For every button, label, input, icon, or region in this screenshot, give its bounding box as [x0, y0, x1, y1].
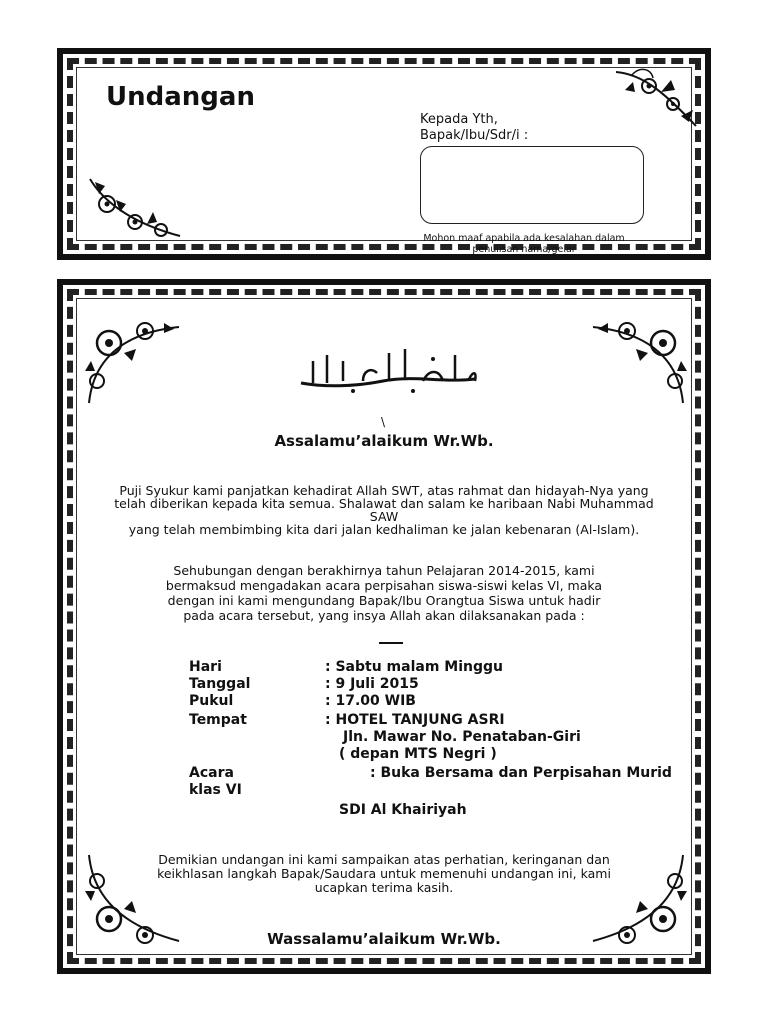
- tanggal-label: Tanggal: [189, 676, 251, 692]
- pukul-value: : 17.00 WIB: [325, 693, 416, 709]
- tempat-value: : HOTEL TANJUNG ASRI: [325, 712, 505, 728]
- envelope-card: [57, 48, 711, 260]
- school-name: SDI Al Khairiyah: [339, 802, 467, 818]
- paragraph-line: pada acara tersebut, yang insya Allah akan dilaksanakan pada :: [183, 608, 585, 623]
- bismillah-calligraphy-icon: [293, 343, 483, 399]
- recipient-text: Bapak/Ibu/Sdr/i :: [420, 128, 529, 143]
- paragraph-line: dengan ini kami mengundang Bapak/Ibu Orangtua Siswa untuk hadir: [167, 593, 601, 608]
- separator-line: [379, 642, 403, 644]
- hari-value: : Sabtu malam Minggu: [325, 659, 504, 675]
- hari-label: Hari: [189, 659, 222, 675]
- recipient-label: [420, 112, 528, 144]
- tanggal-value: : 9 Juli 2015: [325, 676, 419, 692]
- address-box: [420, 146, 644, 224]
- paragraph-opening: [63, 484, 705, 536]
- tempat-address: Jln. Mawar No. Penataban-Giri: [343, 729, 581, 745]
- paragraph-closing: [63, 853, 705, 895]
- paragraph-invitation: [63, 563, 705, 623]
- closing-greeting: Wassalamu’alaikum Wr.Wb.: [267, 930, 501, 948]
- kepada-text: Kepada Yth,: [420, 112, 498, 127]
- apology-note: Mohon maaf apabila ada kesalahan dalam penulisan nama/gelar: [423, 233, 625, 255]
- tempat-landmark: ( depan MTS Negri ): [339, 746, 497, 762]
- paragraph-line: Demikian undangan ini kami sampaikan atas perhatian, keringanan dan: [158, 852, 610, 867]
- flower-corner-icon: [611, 64, 703, 134]
- paragraph-line: yang telah membimbing kita dari jalan kedhaliman ke jalan kebenaran (Al-Islam).: [128, 522, 640, 537]
- tempat-label: Tempat: [189, 712, 247, 728]
- stray-mark: \: [381, 415, 386, 429]
- greeting: Assalamu’alaikum Wr.Wb.: [274, 432, 494, 450]
- paragraph-line: Puji Syukur kami panjatkan kehadirat Allah SWT, atas rahmat dan hidayah-Nya yang: [119, 483, 649, 498]
- pukul-label: Pukul: [189, 693, 234, 709]
- paragraph-line: SAW: [369, 509, 399, 524]
- paragraph-line: Sehubungan dengan berakhirnya tahun Pelajaran 2014-2015, kami: [173, 563, 595, 578]
- paragraph-line: bermaksud mengadakan acara perpisahan siswa-siswi kelas VI, maka: [165, 578, 603, 593]
- flower-corner-icon: [85, 174, 185, 244]
- flower-corner-icon: [79, 313, 189, 413]
- flower-corner-icon: [583, 313, 693, 413]
- acara-class: klas VI: [189, 782, 242, 798]
- paragraph-line: keikhlasan langkah Bapak/Saudara untuk memenuhi undangan ini, kami: [157, 866, 611, 881]
- paragraph-line: ucapkan terima kasih.: [314, 880, 454, 895]
- acara-value: : Buka Bersama dan Perpisahan Murid: [370, 765, 672, 781]
- acara-label: Acara: [189, 765, 234, 781]
- paragraph-line: telah diberikan kepada kita semua. Shalawat dan salam ke haribaan Nabi Muhammad: [114, 496, 654, 511]
- invitation-letter: [57, 279, 711, 974]
- card-title: Undangan: [106, 82, 255, 112]
